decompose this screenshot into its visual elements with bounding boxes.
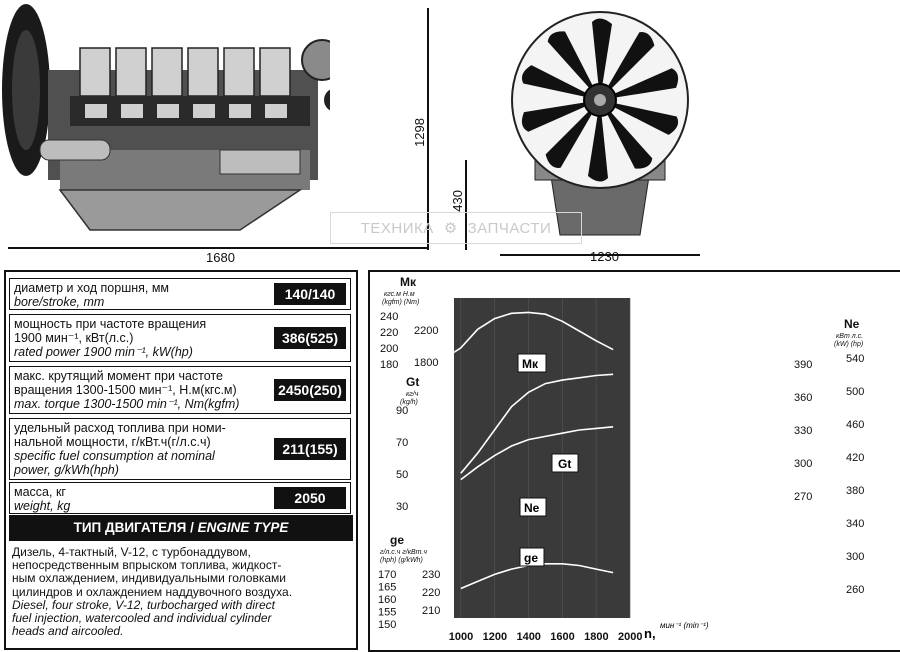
- ne-curve-label: Ne: [524, 501, 540, 515]
- engine-type-line: цилиндров и охлаждением наддувочного воздуха.: [12, 584, 293, 599]
- ge-tick-kwh: 210: [422, 605, 441, 617]
- mk-axis-unit1: кгс.м Н.м: [384, 291, 415, 298]
- gt-axis-unit1: кг/ч: [406, 391, 419, 398]
- spec-row-bore: [9, 278, 351, 310]
- ne-tick-kw: 390: [794, 359, 813, 371]
- mk-axis-unit2: (kgfm) (Nm): [382, 299, 420, 306]
- gt-axis-label: Gt: [406, 375, 420, 389]
- ne-axis-label: Ne: [844, 317, 860, 331]
- spec-value-torque: 2450(250): [274, 379, 346, 401]
- x-axis-label: n,: [644, 626, 656, 641]
- ne-tick-hp: 460: [846, 419, 865, 431]
- ne-tick-kw: 270: [794, 491, 813, 503]
- x-tick-label: 1200: [482, 631, 508, 643]
- ge-axis-unit1: г/л.с.ч г/кВт.ч: [380, 549, 427, 556]
- mk-curve-label: Mк: [522, 357, 539, 371]
- mk-tick-nm: 1800: [414, 357, 439, 369]
- mk-tick-kgfm: 200: [380, 343, 399, 355]
- spec-value-weight: 2050: [274, 487, 346, 509]
- mk-tick-nm: 2200: [414, 325, 439, 337]
- dimension-width: 1230: [590, 249, 619, 264]
- spec-label-ru: масса, кг: [14, 485, 66, 499]
- spec-label-ru: вращения 1300-1500 мин⁻¹, Н.м(кгс.м): [14, 383, 237, 397]
- ne-axis-unit1: кВт л.с.: [836, 333, 864, 340]
- dimension-length: 1680: [206, 250, 235, 265]
- spec-label-ru: удельный расход топлива при номи-: [14, 421, 226, 435]
- gear-icon: ⚙: [443, 220, 458, 237]
- mk-tick-kgfm: 180: [380, 359, 399, 371]
- mk-tick-kgfm: 240: [380, 311, 399, 323]
- spec-label-en: max. torque 1300-1500 min⁻¹, Nm(kgfm): [14, 397, 240, 411]
- ge-tick-kwh: 230: [422, 569, 441, 581]
- ge-tick-hph: 150: [378, 619, 397, 631]
- spec-label-en: specific fuel consumption at nominal: [14, 449, 215, 463]
- ne-tick-hp: 380: [846, 485, 865, 497]
- gt-tick: 70: [396, 437, 409, 449]
- spec-value-bore: 140/140: [274, 283, 346, 305]
- engine-type-line: heads and aircooled.: [12, 624, 124, 639]
- spec-label-ru: 1900 мин⁻¹, кВт(л.с.): [14, 331, 134, 345]
- ne-axis-unit2: (kW) (hp): [834, 341, 864, 348]
- dimension-crank-height: 430: [450, 190, 465, 212]
- ne-tick-hp: 260: [846, 584, 865, 596]
- engine-type-line: непосредственным впрыском топлива, жидкост-: [12, 558, 282, 573]
- spec-label-ru: нальной мощности, г/кВт.ч(г/л.с.ч): [14, 435, 211, 449]
- engine-type-line: ным охлаждением, индивидуальными головками: [12, 571, 286, 586]
- ne-tick-hp: 300: [846, 551, 865, 563]
- ge-tick-hph: 170: [378, 569, 397, 581]
- ne-tick-kw: 360: [794, 392, 813, 404]
- spec-label-en: power, g/kWh(hph): [14, 463, 119, 477]
- gt-tick: 30: [396, 501, 409, 513]
- ne-tick-kw: 330: [794, 425, 813, 437]
- watermark: [330, 212, 582, 244]
- engine-type-header: [9, 515, 353, 541]
- engine-type-line: Diesel, four stroke, V-12, turbocharged with direct: [12, 597, 276, 612]
- ge-curve-label: ge: [524, 551, 539, 565]
- engine-type-line: fuel injection, watercooled and individual cylinder: [12, 611, 272, 626]
- ne-tick-hp: 420: [846, 452, 865, 464]
- engine-type-line: Дизель, 4-тактный, V-12, с турбонаддувом,: [12, 545, 251, 559]
- spec-label-ru: мощность при частоте вращения: [14, 317, 207, 331]
- dimension-height: 1298: [412, 118, 427, 147]
- spec-value-fuel-consumption: 211(155): [274, 438, 346, 460]
- spec-row-weight: [9, 482, 351, 514]
- x-tick-label: 1400: [516, 631, 541, 643]
- spec-label-ru: макс. крутящий момент при частоте: [14, 369, 223, 383]
- ge-axis-label: ge: [390, 533, 405, 547]
- spec-label-en: rated power 1900 min⁻¹, kW(hp): [14, 345, 193, 359]
- spec-value-power: 386(525): [274, 327, 346, 349]
- mk-tick-kgfm: 220: [380, 327, 399, 339]
- ge-tick-kwh: 220: [422, 587, 441, 599]
- spec-row-power: [9, 314, 351, 362]
- x-tick-label: 2000: [618, 631, 643, 643]
- mk-axis-label: Mк: [400, 275, 417, 289]
- x-tick-label: 1800: [584, 631, 609, 643]
- engine-type-title-en: ENGINE TYPE: [197, 520, 289, 535]
- ne-tick-hp: 500: [846, 386, 865, 398]
- watermark-right: ЗАПЧАСТИ: [467, 219, 552, 237]
- x-tick-label: 1600: [550, 631, 575, 643]
- gt-tick: 50: [396, 469, 409, 481]
- engine-type-description: [12, 546, 352, 638]
- gt-tick: 90: [396, 405, 409, 417]
- gt-axis-unit2: (kg/h): [400, 399, 418, 406]
- ge-tick-hph: 165: [378, 581, 397, 594]
- x-tick-label: 1000: [448, 631, 474, 643]
- specs-panel: [4, 270, 358, 650]
- x-axis-unit: мин⁻¹ (min⁻¹): [660, 621, 709, 630]
- spec-row-torque: [9, 366, 351, 414]
- ne-tick-hp: 340: [846, 518, 865, 530]
- spec-row-fuel-consumption: [9, 418, 351, 480]
- spec-label-en: bore/stroke, mm: [14, 295, 105, 309]
- performance-chart: [370, 272, 896, 646]
- engine-type-title-ru: ТИП ДВИГАТЕЛЯ /: [73, 520, 194, 535]
- ge-tick-hph: 155: [378, 606, 397, 619]
- ge-axis-unit2: (hph) (g/kWh): [380, 557, 423, 564]
- performance-chart-panel: [368, 270, 900, 652]
- ne-tick-hp: 540: [846, 353, 865, 365]
- spec-label-ru: диаметр и ход поршня, мм: [14, 281, 170, 295]
- ne-tick-kw: 300: [794, 458, 813, 470]
- ge-tick-hph: 160: [378, 594, 397, 606]
- watermark-left: ТЕХНИКА: [360, 219, 434, 237]
- gt-curve-label: Gt: [558, 457, 572, 471]
- spec-label-en: weight, kg: [14, 499, 71, 513]
